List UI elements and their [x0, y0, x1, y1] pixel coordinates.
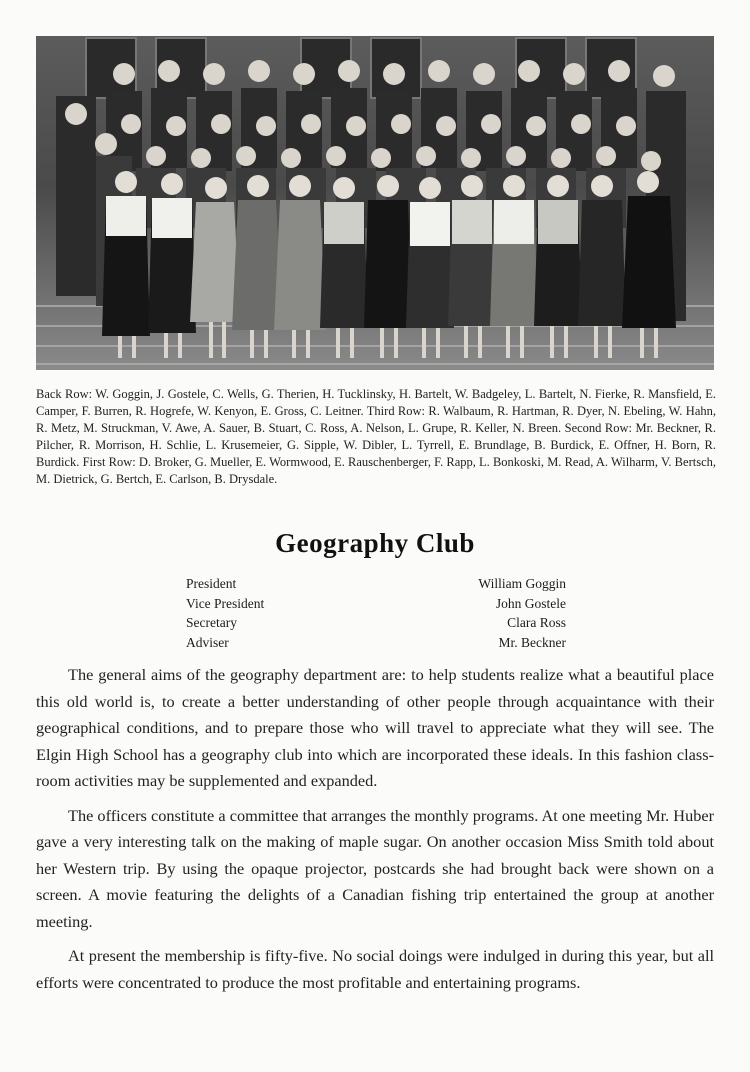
officer-name: Clara Ross [507, 615, 566, 630]
officer-row-vice-president [186, 594, 566, 614]
officer-row-president [186, 574, 566, 594]
group-photo [36, 36, 714, 370]
body-text [36, 662, 714, 1004]
officer-role: Vice President [186, 595, 265, 611]
paragraph-aims: The general aims of the geography department are: to help students realize what a beautiful place this old world is, to create a better understanding of other people through acquaintance with their geographical conditions, and to prepare those who will travel to appreciate what they will see. The Elgin High School has a geography club into which are incorporated these ideals. In this fashion class-room activities may be supplemented and expanded. [36, 665, 714, 790]
page-title: Geography Club [275, 528, 475, 558]
officer-name: William Goggin [478, 576, 566, 591]
officer-name: Mr. Beckner [498, 634, 566, 650]
officers-list [186, 574, 566, 652]
officer-role: President [186, 576, 237, 591]
officer-role: Secretary [186, 615, 237, 630]
officer-row-adviser [186, 633, 566, 653]
officer-name: John Gostele [495, 595, 566, 611]
group-photo-illustration [36, 36, 714, 370]
paragraph-membership: At present the membership is fifty-five. No social doings were indulged in during this year, but all efforts were concentrated to produce the most profitable and entertaining programs. [36, 946, 714, 992]
officer-row-secretary [186, 613, 566, 633]
photo-caption: Back Row: W. Goggin, J. Gostele, C. Wells, G. Therien, H. Tucklinsky, H. Bartelt, W. Badgeley, L. Bartelt, N. Fierke, R. Mansfield, E. Camper, F. Burren, R. Hogrefe, W. Kenyon, E. Gross, C. Leitner. Third Row: R. Walbaum, R. Hartman, R. Dyer, N. Ebeling, W. Hahn, R. Metz, M. Struckman, V. Awe, A. Sauer, B. Stuart, C. Ross, A. Nelson, L. Grupe, R. Keller, N. Breen. Second Row: Mr. Beckner, R. Pilcher, R. Morrison, H. Schlie, L. Krusemeier, G. Sipple, W. Dibler, L. Tyrrell, E. Brundlage, B. Burdick, E. Offner, H. Born, R. Burdick. First Row: D. Broker, G. Mueller, E. Wormwood, E. Rauschenberger, F. Rapp, L. Bonkoski, M. Read, A. Wilharm, V. Bertsch, M. Dietrick, G. Bertch, E. Carlson, B. Drysdale. [36, 387, 716, 486]
paragraph-programs: The officers constitute a committee that arranges the monthly programs. At one meeting Mr. Huber gave a very interesting talk on the making of maple sugar. On another occasion Miss Smith told about her Western trip. By using the opaque projector, postcards she had brought back were shown on a screen. A movie featuring the delights of a Canadian fishing trip entertained the group at another meeting. [36, 805, 714, 931]
officer-role: Adviser [186, 634, 229, 650]
